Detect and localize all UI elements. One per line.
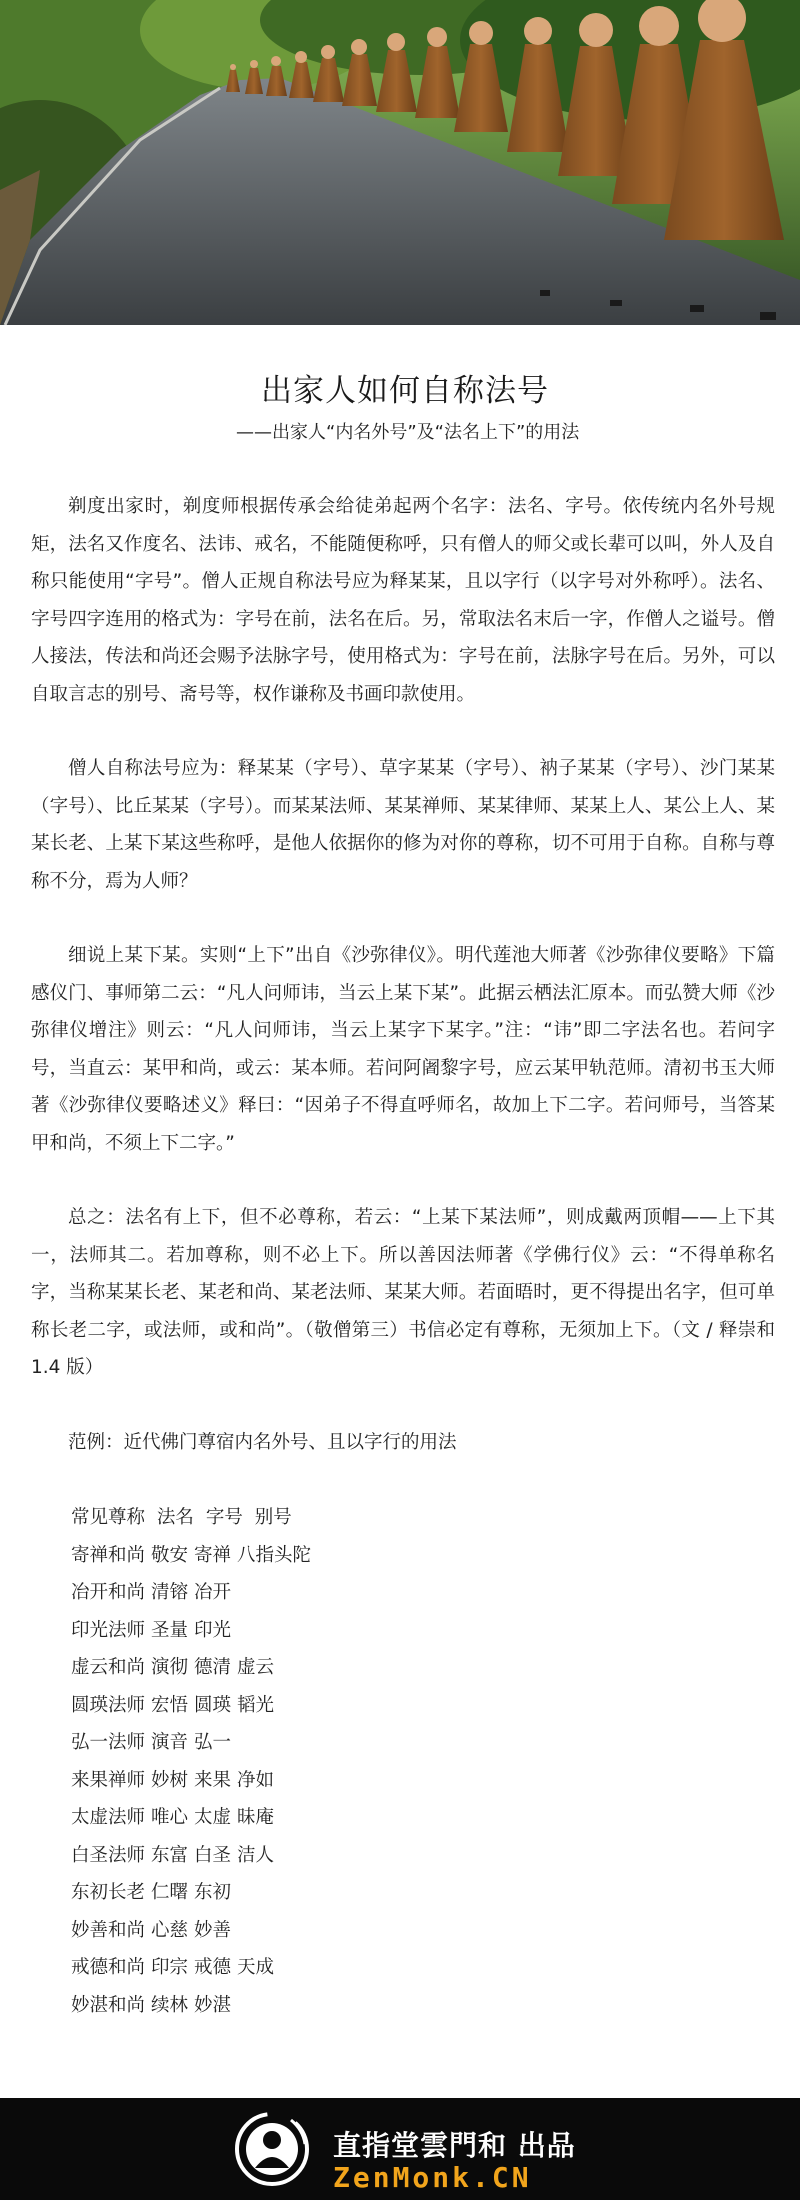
table-cell: 演彻	[151, 1657, 189, 1678]
table-cell: 敬安	[151, 1544, 189, 1566]
table-cell: 圆瑛法师	[71, 1694, 146, 1716]
table-row	[71, 1724, 775, 1762]
table-cell: 东初	[194, 1882, 232, 1903]
table-cell: 太虚	[194, 1807, 232, 1828]
table-cell: 来果禅师	[71, 1769, 146, 1791]
table-row	[71, 1874, 775, 1912]
table-cell: 虚云和尚	[71, 1657, 146, 1678]
footer-banner	[0, 2098, 800, 2200]
table-row	[71, 1837, 775, 1875]
hero-photo-illustration	[0, 0, 800, 325]
table-row	[71, 1612, 775, 1650]
table-row	[71, 1987, 775, 2025]
paragraph: 僧人自称法号应为：释某某（字号）、草字某某（字号）、衲子某某（字号）、沙门某某（字号）、比丘某某（字号）。而某某法师、某某禅师、某某律师、某某上人、某公上人、某某长老、上某下某这些称呼，是他人依据你的修为对你的尊称，切不可用于自称。自称与尊称不分，焉为人师？	[31, 758, 775, 892]
table-cell: 冶开和尚	[71, 1582, 146, 1603]
table-cell: 戒德和尚	[71, 1957, 146, 1978]
table-cell: 洁人	[237, 1844, 275, 1866]
table-cell: 妙树	[151, 1769, 189, 1791]
table-row	[71, 1687, 775, 1725]
table-cell: 妙善	[194, 1919, 232, 1941]
paragraph: 细说上某下某。实则“上下”出自《沙弥律仪》。明代莲池大师著《沙弥律仪要略》下篇感仪门、事师第二云：“凡人问师讳，当云上某下某”。此据云栖法汇原本。而弘赞大师《沙弥律仪增注》则云：“凡人问师讳，当云上某字下某字。”注：“讳”即二字法名也。若问字号，当直云：某甲和尚，或云：某本师。若问阿阇黎字号，应云某甲轨范师。清初书玉大师著《沙弥律仪要略述义》释曰：“因弟子不得直呼师名，故加上下二字。若问师号，当答某甲和尚，不须上下二字。”	[31, 945, 775, 1154]
table-header-cell: 法名	[156, 1507, 194, 1528]
table-cell: 妙湛和尚	[71, 1994, 146, 2016]
table-cell: 戒德	[194, 1957, 232, 1978]
table-cell: 弘一	[194, 1732, 232, 1753]
table-cell: 白圣法师	[71, 1844, 146, 1866]
table-cell: 圆瑛	[194, 1694, 232, 1716]
table-cell: 白圣	[194, 1844, 232, 1866]
table-cell: 八指头陀	[237, 1544, 312, 1566]
table-cell: 印宗	[151, 1957, 189, 1978]
hero-image	[0, 0, 800, 325]
table-row	[71, 1574, 775, 1612]
table-row	[71, 1649, 775, 1687]
table-header-cell: 常见尊称	[71, 1507, 146, 1528]
table-cell: 弘一法师	[71, 1732, 146, 1753]
table-cell: 妙善和尚	[71, 1919, 146, 1941]
article-body	[31, 488, 775, 2024]
table-cell: 德清	[194, 1657, 232, 1678]
example-title: 范例：近代佛门尊宿内名外号、且以字行的用法	[68, 1431, 457, 1453]
table-header-cell: 字号	[205, 1507, 243, 1528]
table-cell: 圣量	[151, 1619, 189, 1641]
table-cell: 演音	[151, 1732, 189, 1753]
monk-portrait-logo-icon	[233, 2110, 311, 2188]
table-cell: 天成	[237, 1957, 275, 1978]
table-cell: 来果	[194, 1769, 232, 1791]
table-cell: 印光	[194, 1619, 232, 1641]
table-row	[71, 1762, 775, 1800]
table-cell: 印光法师	[71, 1619, 146, 1641]
table-cell: 冶开	[194, 1582, 232, 1603]
table-cell: 虚云	[237, 1657, 275, 1678]
table-cell: 心慈	[151, 1919, 189, 1941]
table-cell: 东富	[151, 1844, 189, 1866]
table-cell: 东初长老	[71, 1882, 146, 1903]
table-cell: 妙湛	[194, 1994, 232, 2016]
page-subtitle: ——出家人“内名外号”及“法名上下”的用法	[236, 422, 580, 443]
table-cell: 寄禅	[194, 1544, 232, 1566]
table-cell: 昧庵	[237, 1807, 275, 1828]
table-cell: 太虚法师	[71, 1807, 146, 1828]
table-header-cell: 别号	[254, 1507, 292, 1528]
table-cell: 仁曙	[151, 1882, 189, 1903]
table-cell: 净如	[237, 1769, 275, 1791]
table-cell: 韬光	[237, 1694, 275, 1716]
table-cell: 清镕	[151, 1582, 189, 1603]
table-cell: 续林	[151, 1994, 189, 2016]
paragraph: 总之：法名有上下，但不必尊称，若云：“上某下某法师”，则成戴两顶帽——上下其一，法师其二。若加尊称，则不必上下。所以善因法师著《学佛行仪》云：“不得单称名字，当称某某长老、某老和尚、某老法师、某某大师。若面晤时，更不得提出名字，但可单称长老二字，或法师，或和尚”。（敬僧第三）书信必定有尊称，无须加上下。（文 / 释崇和 1.4 版）	[31, 1207, 775, 1378]
brand-name: 直指堂雲門和 出品	[333, 2129, 576, 2162]
paragraph: 剃度出家时，剃度师根据传承会给徒弟起两个名字：法名、字号。依传统内名外号规矩，法名又作度名、法讳、戒名，不能随便称呼，只有僧人的师父或长辈可以叫，外人及自称只能使用“字号”。僧人正规自称法号应为释某某，且以字行（以字号对外称呼）。法名、字号四字连用的格式为：字号在前，法名在后。另，常取法名末后一字，作僧人之谥号。僧人接法，传法和尚还会赐予法脉字号，使用格式为：字号在前，法脉字号在后。另外，可以自取言志的别号、斋号等，权作谦称及书画印款使用。	[31, 496, 775, 705]
table-row	[71, 1949, 775, 1987]
table-cell: 寄禅和尚	[71, 1544, 146, 1566]
table-row	[71, 1537, 775, 1575]
page-title: 出家人如何自称法号	[261, 373, 549, 409]
table-cell: 宏悟	[151, 1694, 189, 1716]
table-row	[71, 1912, 775, 1950]
table-row	[71, 1799, 775, 1837]
table-cell: 唯心	[151, 1807, 189, 1828]
table-header-row	[71, 1499, 775, 1537]
names-table	[71, 1499, 775, 2024]
site-url[interactable]: ZenMonk.CN	[333, 2161, 532, 2194]
